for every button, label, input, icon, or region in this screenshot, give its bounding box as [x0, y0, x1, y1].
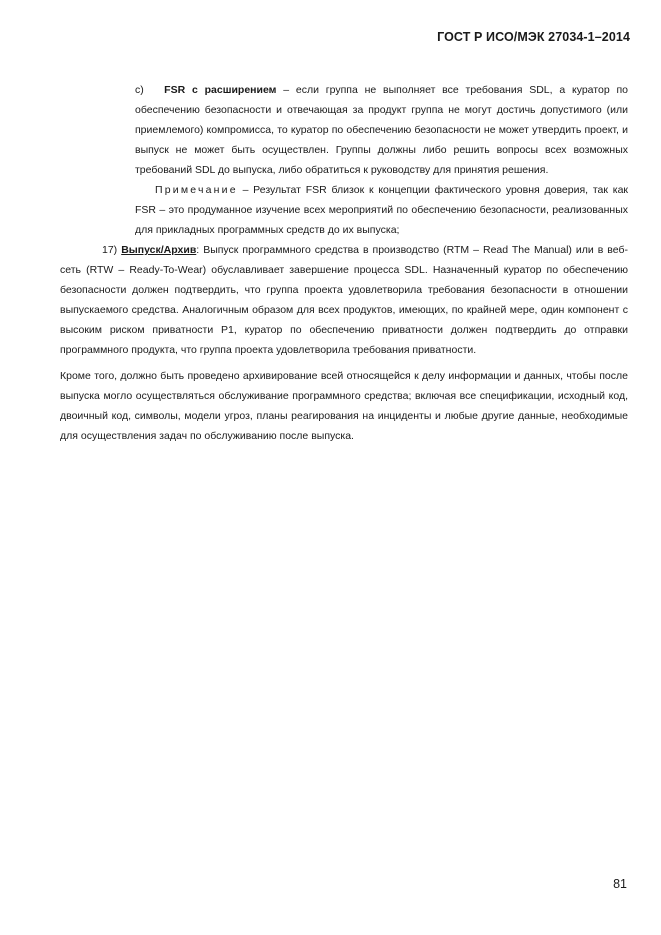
list-item-17 [60, 240, 628, 360]
note-indent [135, 184, 155, 196]
list-item-term: FSR с расширением [164, 84, 277, 96]
page-body [60, 80, 628, 446]
list-item-marker: c) [135, 84, 144, 96]
list-item-text-release: Выпуск программного средства в производство (RTM – Read The Manual) или в веб-сеть (RTW – Ready-To-Wear) обуславливает завершение процесса SDL. Назначенный куратор по обеспечению безопасности должен подтвердить, что группа проекта удовлетворила требования безопасности в отношении выпускаемого средства. Аналогичным образом для всех продуктов, имеющих, по крайней мере, один компонент с высоким риском приватности P1, куратор по обеспечению приватности должен подтвердить до отправки программного продукта, что группа проекта удовлетворила требования приватности. [60, 244, 629, 356]
note-label: Примечание [155, 184, 238, 196]
document-header: ГОСТ Р ИСО/МЭК 27034-1–2014 [437, 30, 630, 44]
list-item-term-punct: : [196, 244, 200, 256]
list-item-number: 17) [102, 244, 118, 256]
archive-paragraph: Кроме того, должно быть проведено архивирование всей относящейся к делу информации и данных, чтобы после выпуска могло осуществляться обслуживание программного средства; включая все спецификации, исходный код, двоичный код, символы, модели угроз, планы реагирования на инциденты и любые другие данные, необходимые для осуществления задач по обслуживанию после выпуска. [60, 370, 628, 442]
list-item-c [60, 80, 628, 180]
list-item-term-release: Выпуск/Архив [121, 244, 197, 256]
page-number: 81 [613, 877, 627, 891]
note-text: – Результат FSR близок к концепции фактического уровня доверия, так как FSR – это продуманное изучение всех мероприятий по обеспечению безопасности, реализованных для прикладных программных средств до их выпуска; [135, 184, 628, 236]
note-paragraph [60, 180, 628, 240]
list-item-text: – если группа не выполняет все требования SDL, а куратор по обеспечению безопасности и отвечающая за продукт группа не могут достичь допустимого (или приемлемого) компромисса, то куратор по обеспечению безопасности не может утвердить проект, и выпуск не может быть осуществлен. Группы должны либо решить вопросы всех возможных требований SDL до выпуска, либо обратиться к руководству для принятия решения. [135, 84, 628, 176]
